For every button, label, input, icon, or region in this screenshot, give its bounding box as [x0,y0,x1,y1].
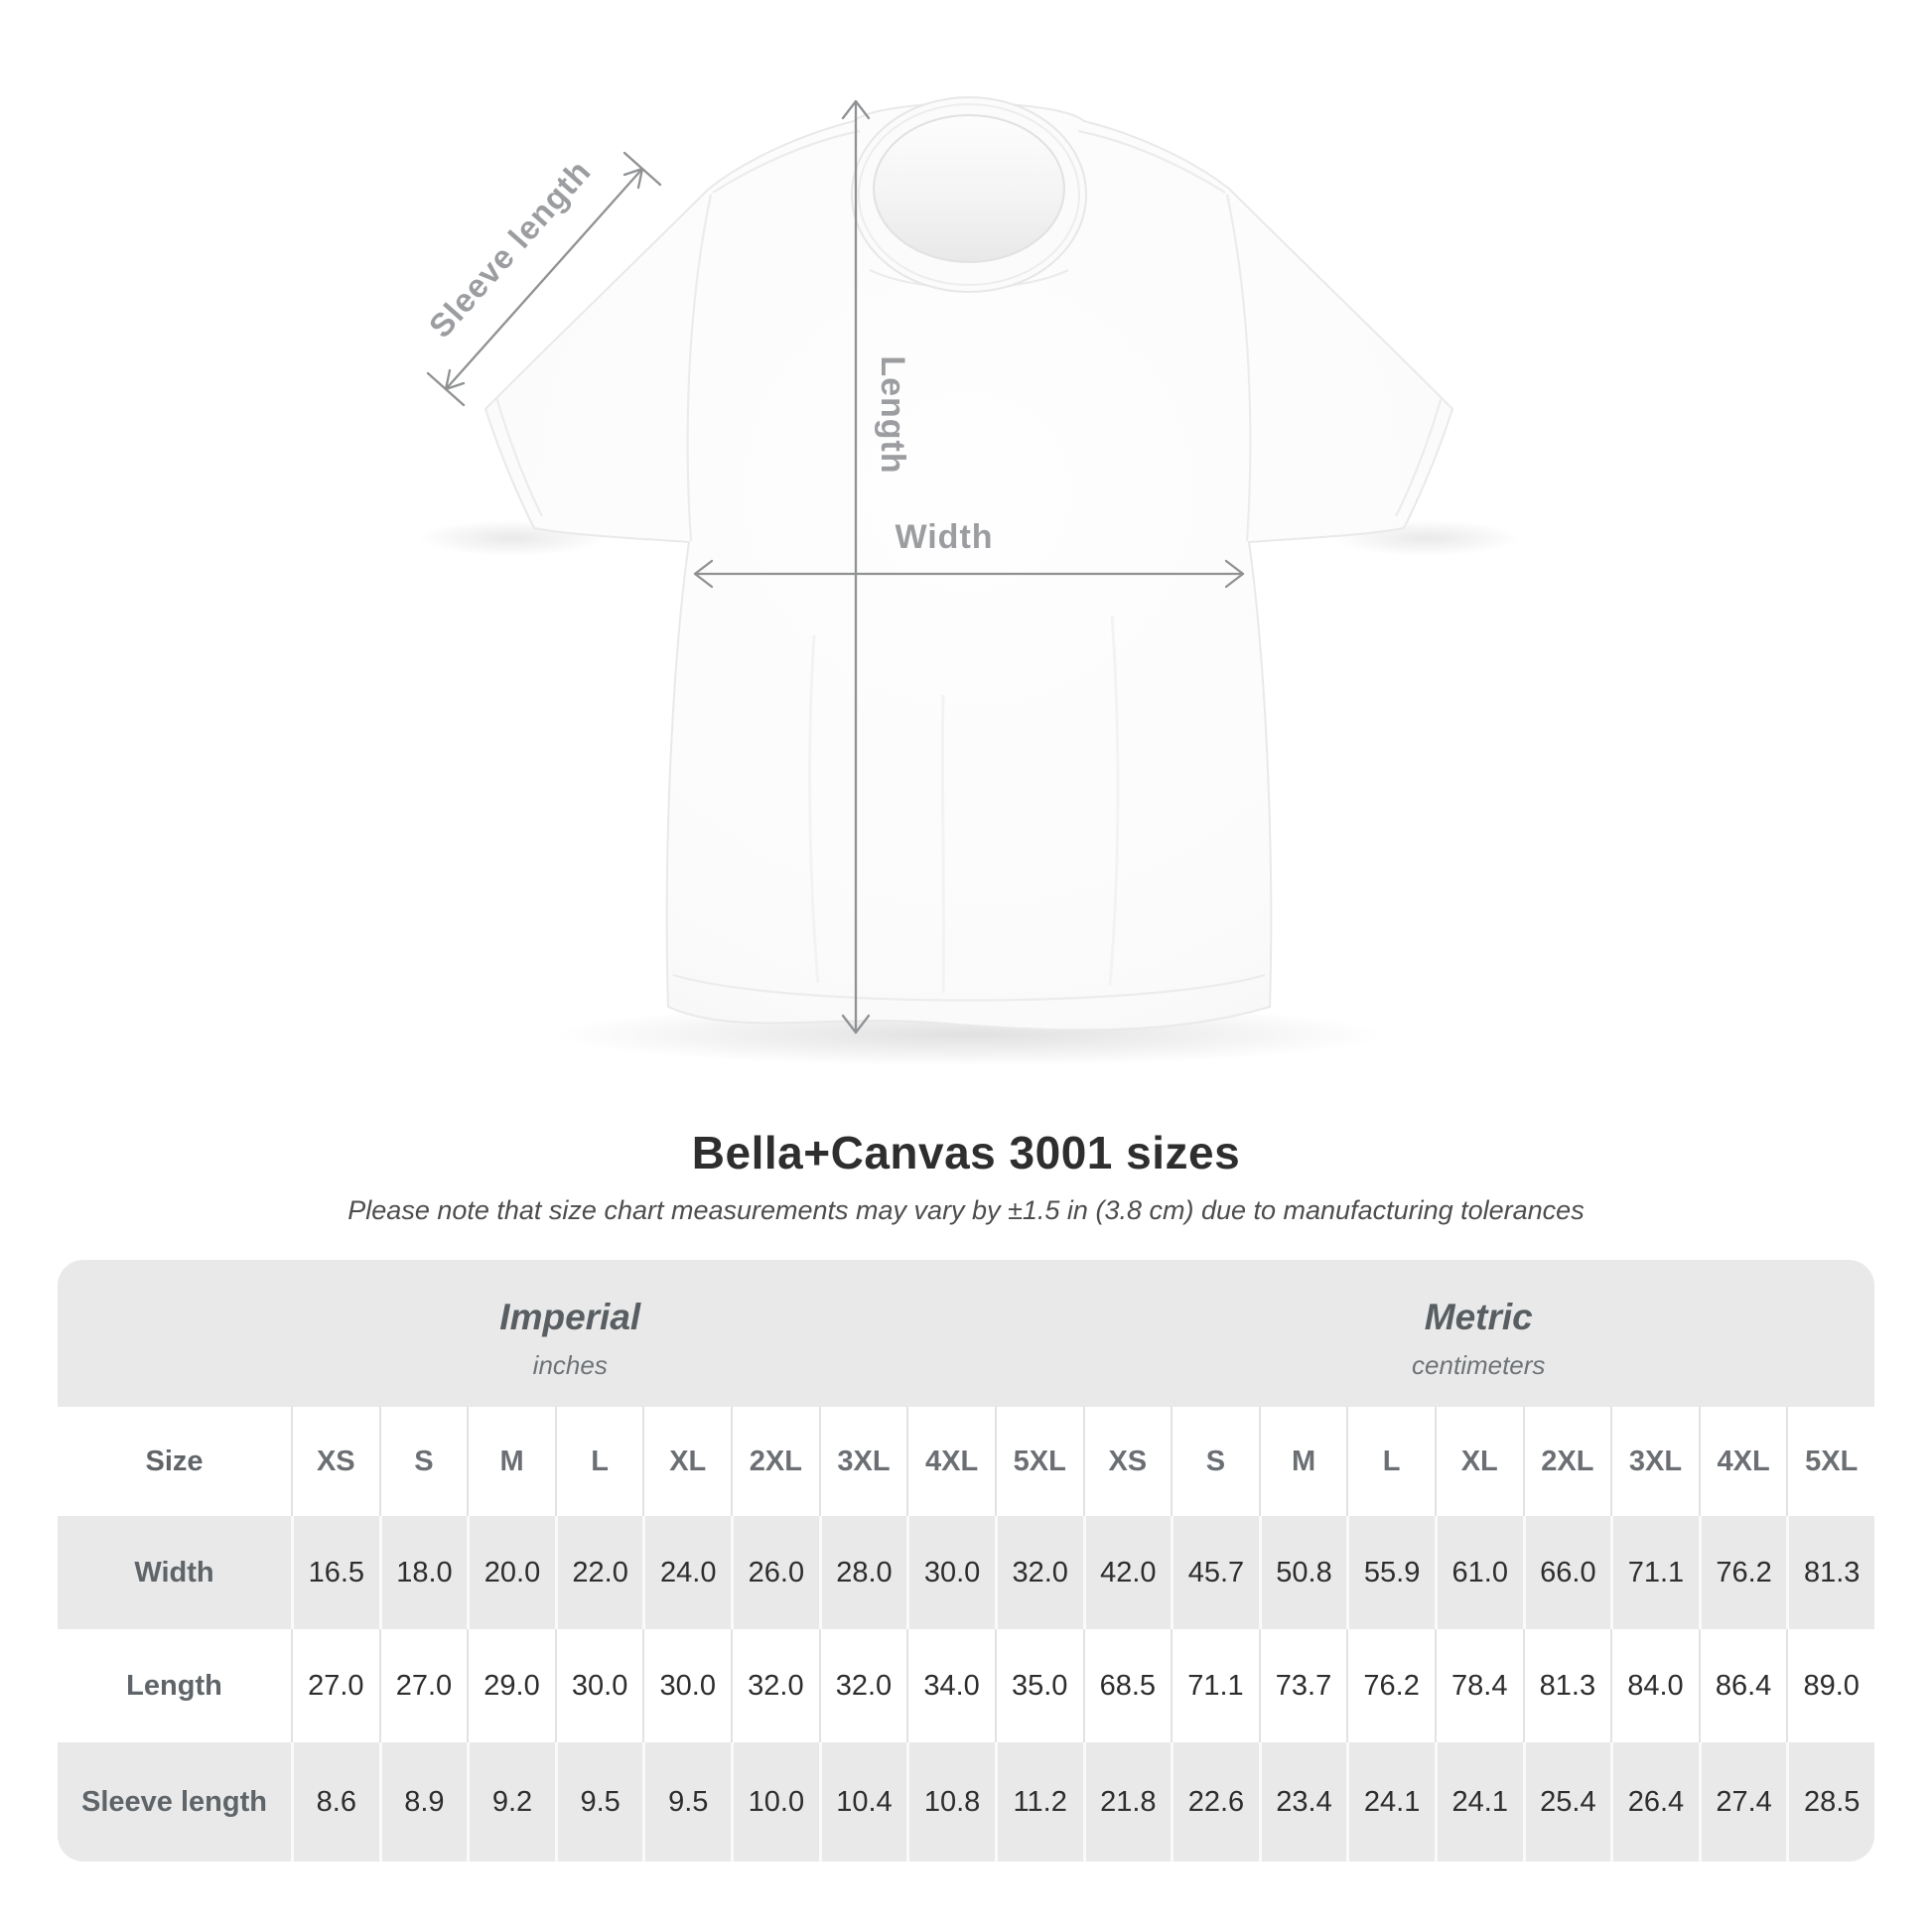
size-header: 5XL [1786,1407,1874,1516]
value-cell: 21.8 [1083,1742,1172,1862]
value-cell: 30.0 [642,1629,731,1742]
width-row [58,1516,1874,1629]
value-cell: 84.0 [1610,1629,1699,1742]
value-cell: 35.0 [995,1629,1083,1742]
value-cell: 24.1 [1435,1742,1523,1862]
metric-unit-header [1083,1260,1875,1407]
row-label-length: Length [126,1669,222,1702]
value-cell: 71.1 [1610,1516,1699,1629]
value-cell: 78.4 [1435,1629,1523,1742]
imperial-label: Imperial [499,1296,641,1337]
value-cell: 22.6 [1171,1742,1259,1862]
size-header: 4XL [1699,1407,1787,1516]
value-cell: 55.9 [1346,1516,1435,1629]
size-header: 4XL [906,1407,995,1516]
size-chart-table [58,1260,1874,1862]
value-cell: 22.0 [555,1516,643,1629]
heading [0,1126,1932,1226]
value-cell: 27.0 [379,1629,468,1742]
value-cell: 8.6 [291,1742,379,1862]
value-cell: 24.1 [1346,1742,1435,1862]
value-cell: 89.0 [1786,1629,1874,1742]
value-cell: 10.4 [819,1742,907,1862]
size-header: 5XL [995,1407,1083,1516]
value-cell: 24.0 [642,1516,731,1629]
size-header: XL [642,1407,731,1516]
sleeve-length-label: Sleeve length [421,152,599,345]
value-cell: 28.5 [1786,1742,1874,1862]
size-header: 3XL [819,1407,907,1516]
size-header: 3XL [1610,1407,1699,1516]
tolerance-note: Please note that size chart measurements may vary by ±1.5 in (3.8 cm) due to manufacturing tolerances [347,1195,1585,1225]
length-label: Length [874,355,911,475]
tshirt-graphic [485,97,1452,1030]
centimeters-label: centimeters [1412,1349,1546,1380]
value-cell: 27.4 [1699,1742,1787,1862]
unit-header-row [58,1260,1874,1407]
collar [852,97,1086,292]
value-cell: 81.3 [1523,1629,1611,1742]
size-header: S [379,1407,468,1516]
size-header: XS [1083,1407,1172,1516]
width-label: Width [895,518,994,556]
value-cell: 9.2 [467,1742,555,1862]
size-header: M [467,1407,555,1516]
value-cell: 10.0 [731,1742,819,1862]
size-header: M [1259,1407,1347,1516]
value-cell: 66.0 [1523,1516,1611,1629]
size-column-label: Size [145,1445,204,1477]
value-cell: 20.0 [467,1516,555,1629]
value-cell: 18.0 [379,1516,468,1629]
value-cell: 8.9 [379,1742,468,1862]
length-row [58,1629,1874,1742]
size-header: L [1346,1407,1435,1516]
value-cell: 26.0 [731,1516,819,1629]
value-cell: 30.0 [906,1516,995,1629]
value-cell: 76.2 [1699,1516,1787,1629]
value-cell: 68.5 [1083,1629,1172,1742]
value-cell: 32.0 [819,1629,907,1742]
value-cell: 34.0 [906,1629,995,1742]
value-cell: 81.3 [1786,1516,1874,1629]
value-cell: 50.8 [1259,1516,1347,1629]
value-cell: 25.4 [1523,1742,1611,1862]
value-cell: 29.0 [467,1629,555,1742]
size-header: L [555,1407,643,1516]
size-header: 2XL [731,1407,819,1516]
size-header: S [1171,1407,1259,1516]
size-header: XS [291,1407,379,1516]
value-cell: 9.5 [555,1742,643,1862]
value-cell: 86.4 [1699,1629,1787,1742]
size-header-row [58,1407,1874,1516]
inches-label: inches [532,1349,608,1380]
sleeve-length-row [58,1742,1874,1862]
value-cell: 32.0 [995,1516,1083,1629]
value-cell: 71.1 [1171,1629,1259,1742]
value-cell: 23.4 [1259,1742,1347,1862]
row-label-sleeve: Sleeve length [81,1785,267,1818]
row-label-width: Width [134,1556,214,1588]
value-cell: 42.0 [1083,1516,1172,1629]
value-cell: 30.0 [555,1629,643,1742]
value-cell: 9.5 [642,1742,731,1862]
size-header: 2XL [1523,1407,1611,1516]
size-header: XL [1435,1407,1523,1516]
value-cell: 45.7 [1171,1516,1259,1629]
value-cell: 32.0 [731,1629,819,1742]
value-cell: 28.0 [819,1516,907,1629]
value-cell: 73.7 [1259,1629,1347,1742]
value-cell: 10.8 [906,1742,995,1862]
value-cell: 26.4 [1610,1742,1699,1862]
value-cell: 76.2 [1346,1629,1435,1742]
page-title: Bella+Canvas 3001 sizes [691,1127,1241,1178]
value-cell: 61.0 [1435,1516,1523,1629]
value-cell: 16.5 [291,1516,379,1629]
imperial-unit-header [58,1260,1083,1407]
value-cell: 27.0 [291,1629,379,1742]
value-cell: 11.2 [995,1742,1083,1862]
metric-label: Metric [1424,1296,1533,1337]
